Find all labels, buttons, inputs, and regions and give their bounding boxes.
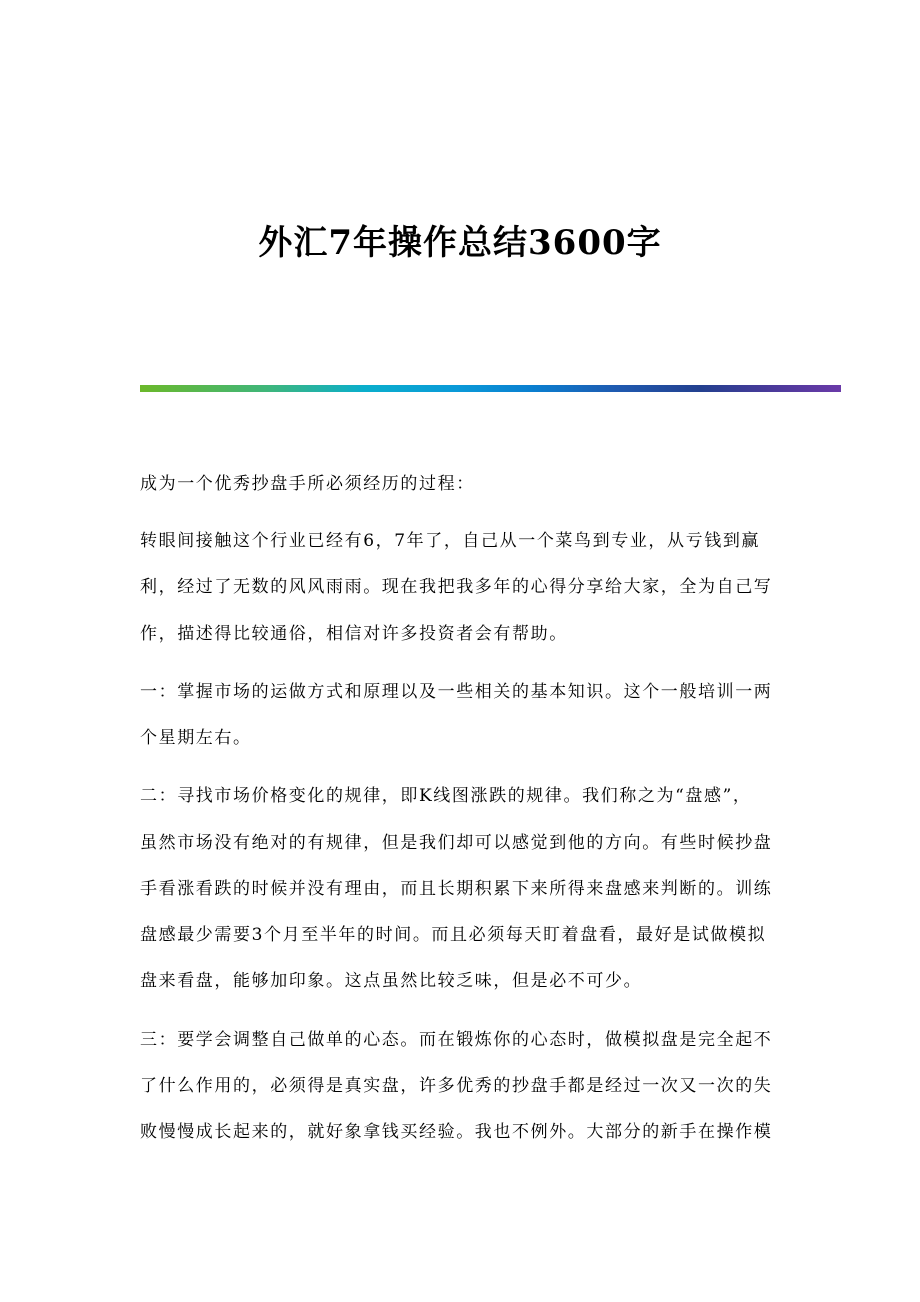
text-line: 作，描述得比较通俗，相信对许多投资者会有帮助。 [140,624,568,644]
text-line: 利，经过了无数的风风雨雨。现在我把我多年的心得分享给大家，全为自己写 [140,577,773,597]
text-line: 转眼间接触这个行业已经有6，7年了，自己从一个菜鸟到专业，从亏钱到赢 [140,531,761,551]
gradient-divider [140,385,841,392]
text-line: 一：掌握市场的运做方式和原理以及一些相关的基本知识。这个一般培训一两 [140,682,773,702]
text-line: 败慢慢成长起来的，就好象拿钱买经验。我也不例外。大部分的新手在操作模 [140,1122,773,1142]
text-line: 盘来看盘，能够加印象。这点虽然比较乏味，但是必不可少。 [140,971,643,991]
text-line: 了什么作用的，必须得是真实盘，许多优秀的抄盘手都是经过一次又一次的失 [140,1076,773,1096]
text-line: 虽然市场没有绝对的有规律，但是我们却可以感觉到他的方向。有些时候抄盘 [140,833,773,853]
text-line: 手看涨看跌的时候并没有理由，而且长期积累下来所得来盘感来判断的。训练 [140,879,773,899]
document-title: 外汇7年操作总结3600字 [258,223,662,263]
text-line: 三：要学会调整自己做单的心态。而在锻炼你的心态时，做模拟盘是完全起不 [140,1030,773,1050]
text-line: 盘感最少需要3个月至半年的时间。而且必须每天盯着盘看，最好是试做模拟 [140,925,767,945]
text-line: 成为一个优秀抄盘手所必须经历的过程： [140,474,475,494]
text-line: 个星期左右。 [140,728,252,748]
text-line: 二：寻找市场价格变化的规律，即K线图涨跌的规律。我们称之为“盘感”， [140,786,752,806]
